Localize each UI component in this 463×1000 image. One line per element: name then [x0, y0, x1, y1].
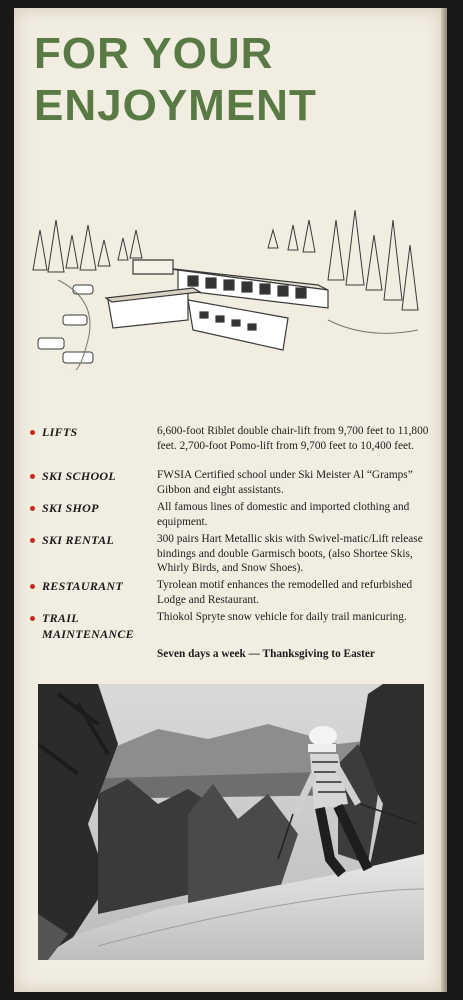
title-line-1: FOR YOUR: [34, 29, 274, 78]
skier-photo: [38, 684, 424, 960]
feature-label: LIFTS: [42, 425, 78, 439]
bullet-icon: [30, 430, 35, 435]
feature-description: 6,600-foot Riblet double chair-lift from 9,700 feet to 11,800 feet. 2,700-foot Pomo-lift from 9,700 feet to 10,400 feet.: [157, 425, 429, 452]
feature-row-trail-maintenance: [30, 610, 430, 642]
sketch-lodge: [106, 260, 328, 350]
feature-row-lifts: [30, 424, 430, 468]
feature-row-restaurant: [30, 578, 430, 610]
feature-label: TRAIL MAINTENANCE: [42, 611, 134, 641]
feature-label: SKI SHOP: [42, 501, 99, 515]
bullet-icon: [30, 474, 35, 479]
skier-photo-illustration: [38, 684, 424, 960]
feature-description: All famous lines of domestic and imported clothing and equipment.: [157, 501, 410, 528]
features-list: [30, 424, 430, 642]
feature-row-ski-shop: [30, 500, 430, 532]
bullet-icon: [30, 538, 35, 543]
bullet-icon: [30, 584, 35, 589]
bullet-icon: [30, 506, 35, 511]
feature-row-ski-rental: [30, 532, 430, 578]
season-tagline: Seven days a week — Thanksgiving to Easter: [157, 648, 375, 660]
brochure-fold-edge: [441, 8, 447, 992]
feature-description: 300 pairs Hart Metallic skis with Swivel-matic/Lift release bindings and double Garmisch boots, (also Shortee Skis, Whirly Birds, and Snow Shoes).: [157, 533, 423, 574]
page-title: [34, 28, 317, 132]
feature-label: SKI SCHOOL: [42, 469, 117, 483]
feature-description: Tyrolean motif enhances the remodelled and refurbished Lodge and Restaurant.: [157, 579, 413, 606]
feature-label: SKI RENTAL: [42, 533, 115, 547]
lodge-sketch-illustration: [28, 190, 428, 370]
bullet-icon: [30, 616, 35, 621]
feature-label: RESTAURANT: [42, 579, 124, 593]
title-line-2: ENJOYMENT: [34, 81, 317, 130]
feature-row-ski-school: [30, 468, 430, 500]
feature-description: Thiokol Spryte snow vehicle for daily trail manicuring.: [157, 611, 407, 623]
feature-description: FWSIA Certified school under Ski Meister Al “Gramps” Gibbon and eight assistants.: [157, 469, 413, 496]
